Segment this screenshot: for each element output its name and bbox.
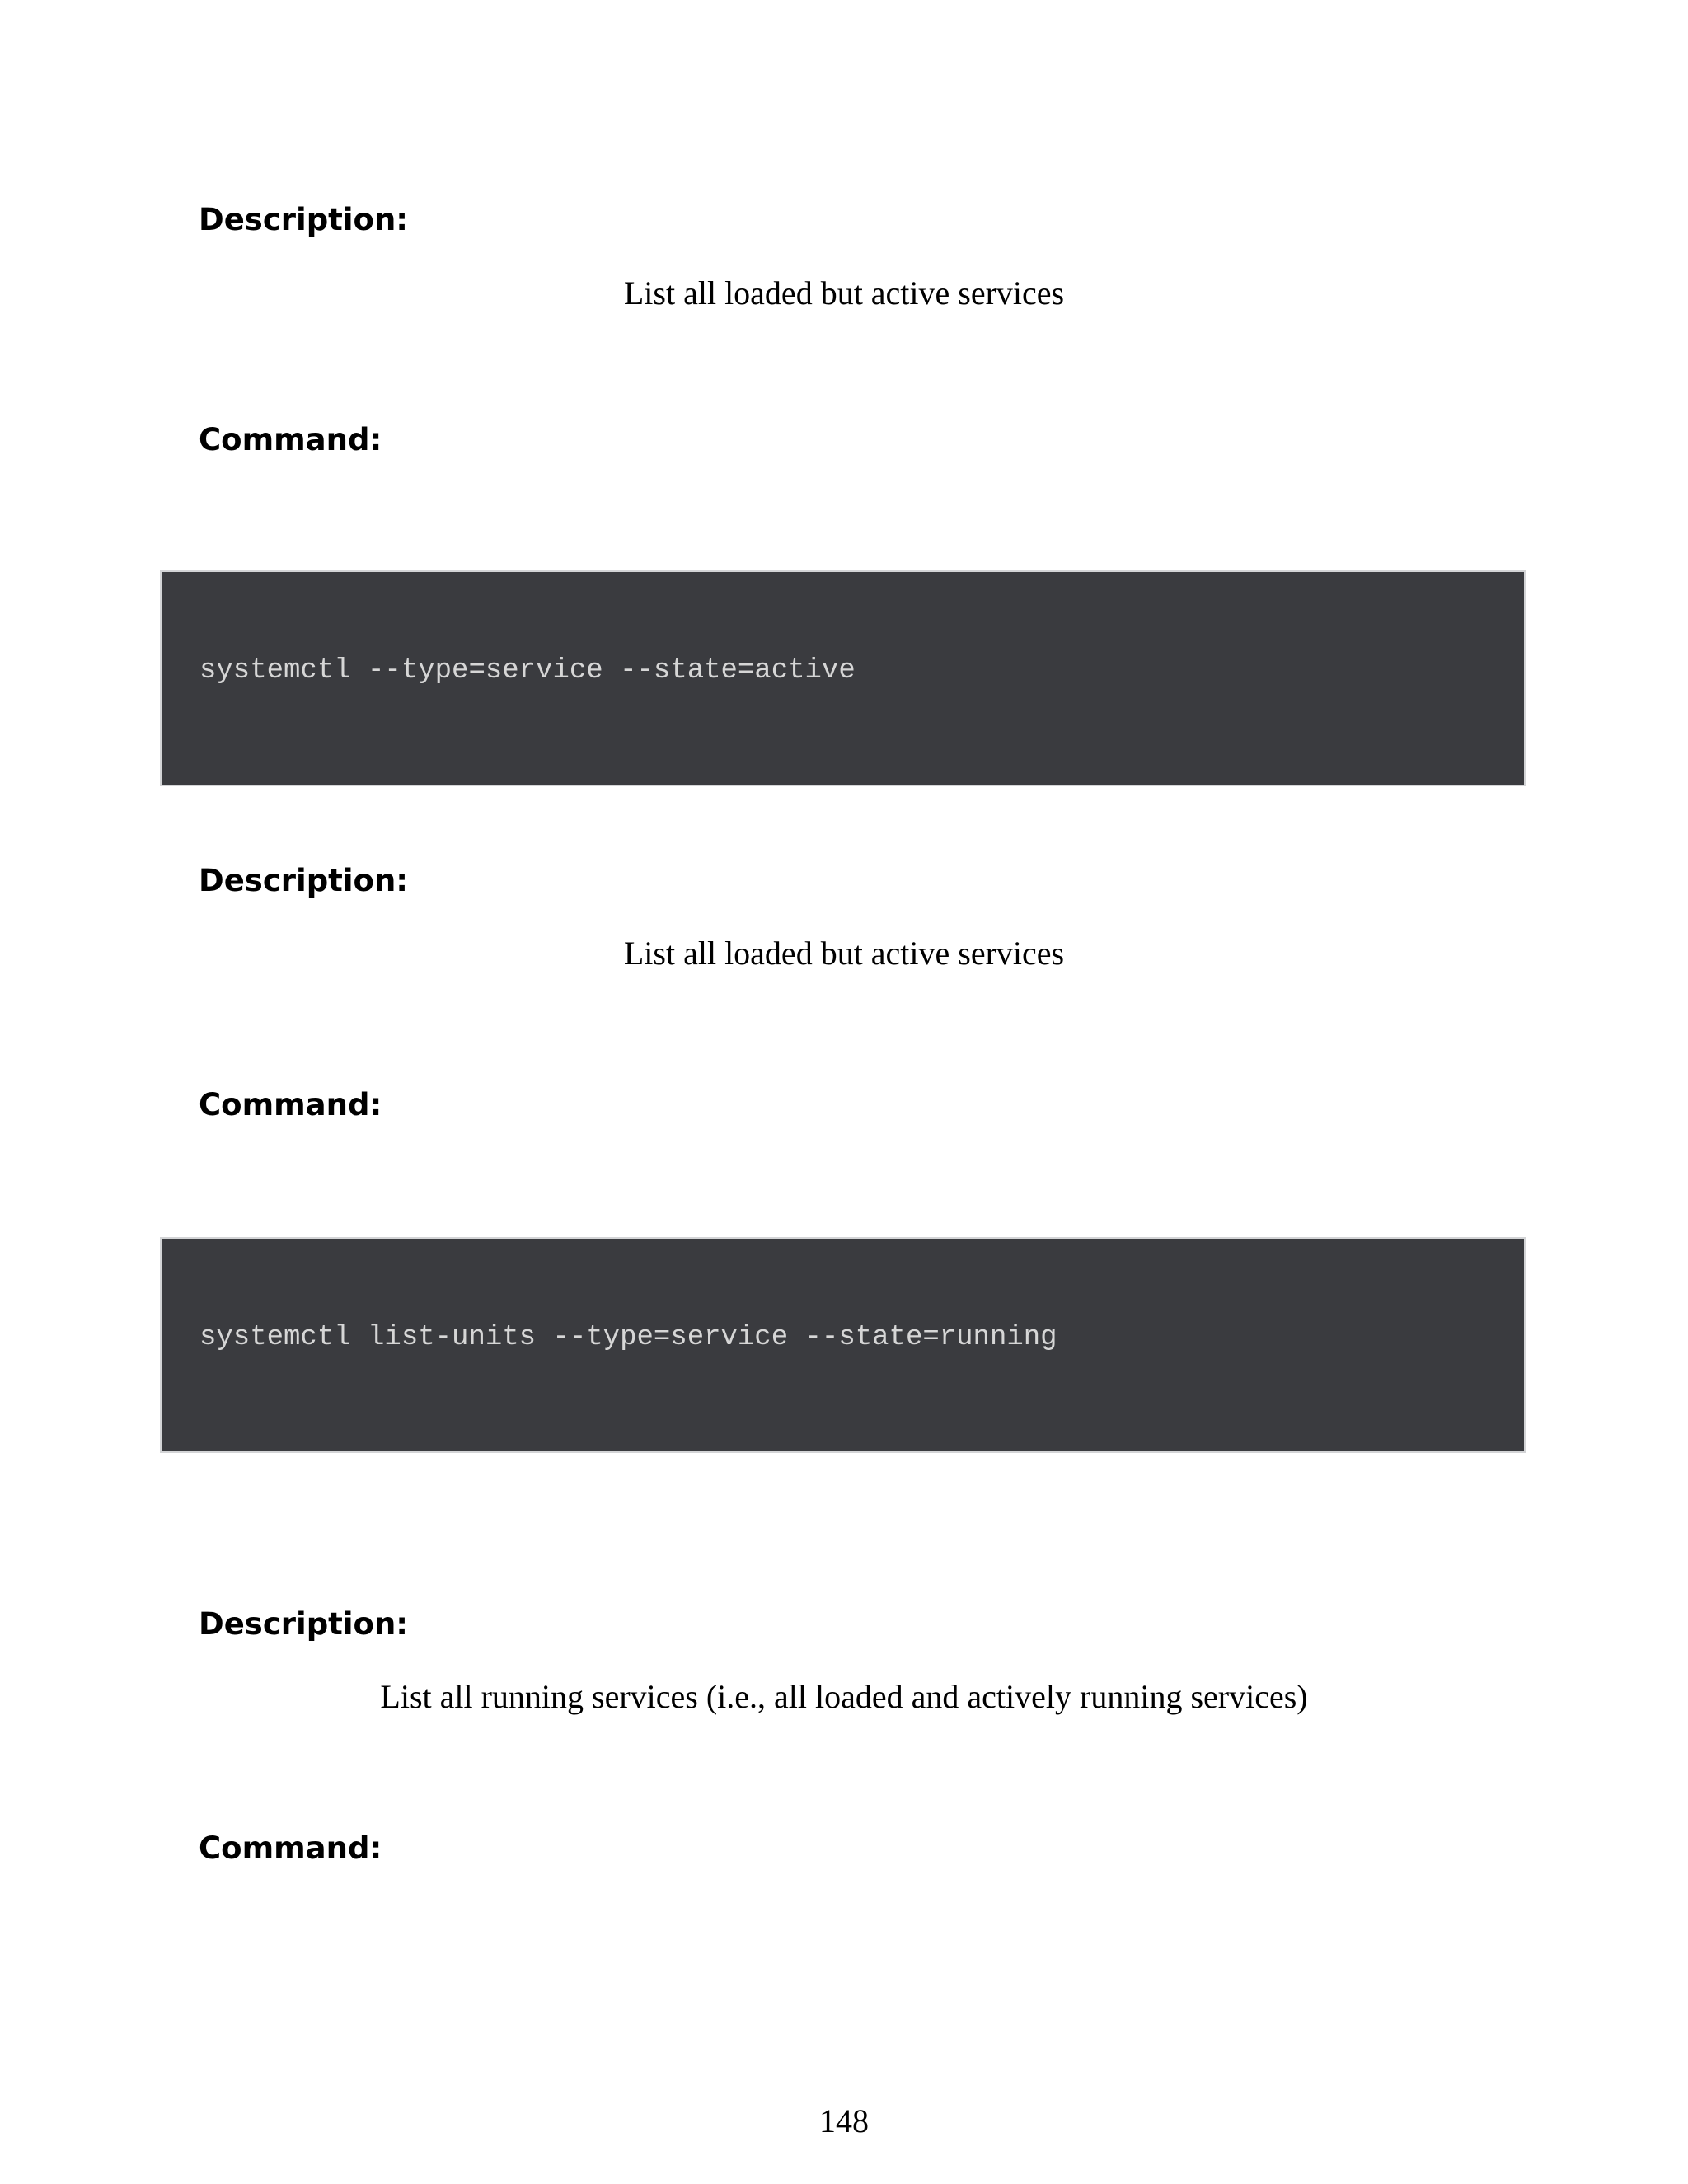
description-heading: Description: [199,202,409,237]
description-text: List all running services (i.e., all loaded and actively running services) [380,1678,1308,1715]
description-text: List all loaded but active services [623,935,1065,972]
page-number: 148 [819,2102,869,2139]
command-code[interactable]: systemctl --type=service --state=active [199,655,856,687]
description-heading: Description: [199,863,409,898]
command-heading: Command: [199,1830,382,1866]
command-heading: Command: [199,1087,382,1122]
command-code[interactable]: systemctl list-units --type=service --state=running [199,1322,1057,1353]
description-text: List all loaded but active services [623,274,1065,312]
code-block [160,1237,1526,1453]
description-heading: Description: [199,1606,409,1642]
command-heading: Command: [199,422,382,457]
code-block [160,570,1526,786]
